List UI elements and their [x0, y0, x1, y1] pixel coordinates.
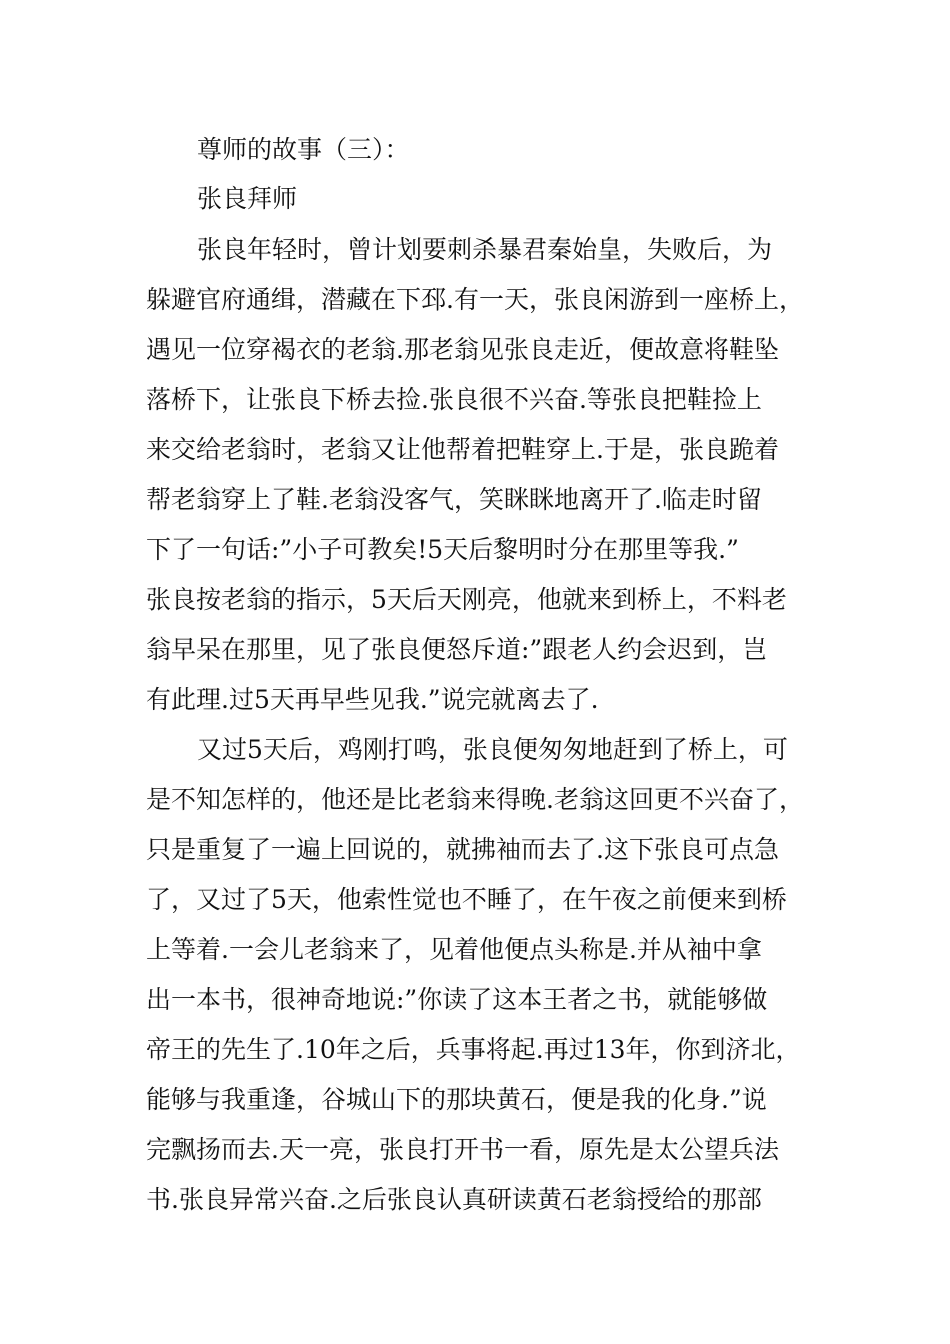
paragraph-line: 能够与我重逢，谷城山下的那块黄石，便是我的化身.”说: [146, 1085, 767, 1114]
paragraph-line: 是不知怎样的，他还是比老翁来得晚.老翁这回更不兴奋了，: [146, 785, 804, 814]
paragraph-line: 张良按老翁的指示，5天后天刚亮，他就来到桥上，不料老: [146, 585, 787, 614]
paragraph-line: 帮老翁穿上了鞋.老翁没客气，笑眯眯地离开了.临走时留: [146, 485, 762, 514]
paragraph-line: 落桥下，让张良下桥去捡.张良很不兴奋.等张良把鞋捡上: [146, 385, 762, 414]
paragraph-line: 出一本书，很神奇地说:”你读了这本王者之书，就能够做: [146, 985, 768, 1014]
paragraph-line: 躲避官府通缉，潜藏在下邳.有一天，张良闲游到一座桥上，: [146, 285, 804, 314]
paragraph-line: 上等着.一会儿老翁来了，见着他便点头称是.并从袖中拿: [146, 935, 762, 964]
paragraph-line: 遇见一位穿褐衣的老翁.那老翁见张良走近，便故意将鞋坠: [146, 335, 779, 364]
paragraph-line: 又过5天后，鸡刚打鸣，张良便匆匆地赶到了桥上，可: [197, 735, 788, 764]
paragraph-line: 下了一句话:”小子可教矣!5天后黎明时分在那里等我.”: [146, 535, 739, 564]
paragraph-line: 来交给老翁时，老翁又让他帮着把鞋穿上.于是，张良跪着: [146, 435, 779, 464]
paragraph-line: 张良年轻时，曾计划要刺杀暴君秦始皇，失败后，为: [197, 235, 773, 264]
story-title: 张良拜师: [197, 184, 298, 213]
paragraph-line: 完飘扬而去.天一亮，张良打开书一看，原先是太公望兵法: [146, 1135, 779, 1164]
paragraph-line: 翁早呆在那里，见了张良便怒斥道:”跟老人约会迟到，岂: [146, 635, 768, 664]
paragraph-line: 帝王的先生了.10年之后，兵事将起.再过13年，你到济北，: [146, 1035, 801, 1064]
paragraph-line: 书.张良异常兴奋.之后张良认真研读黄石老翁授给的那部: [146, 1185, 762, 1214]
paragraph-line: 了，又过了5天，他索性觉也不睡了，在午夜之前便来到桥: [146, 885, 787, 914]
document-heading: 尊师的故事（三）：: [197, 135, 410, 164]
paragraph-line: 只是重复了一遍上回说的，就拂袖而去了.这下张良可点急: [146, 835, 779, 864]
paragraph-line: 有此理.过5天再早些见我.”说完就离去了.: [146, 685, 599, 714]
